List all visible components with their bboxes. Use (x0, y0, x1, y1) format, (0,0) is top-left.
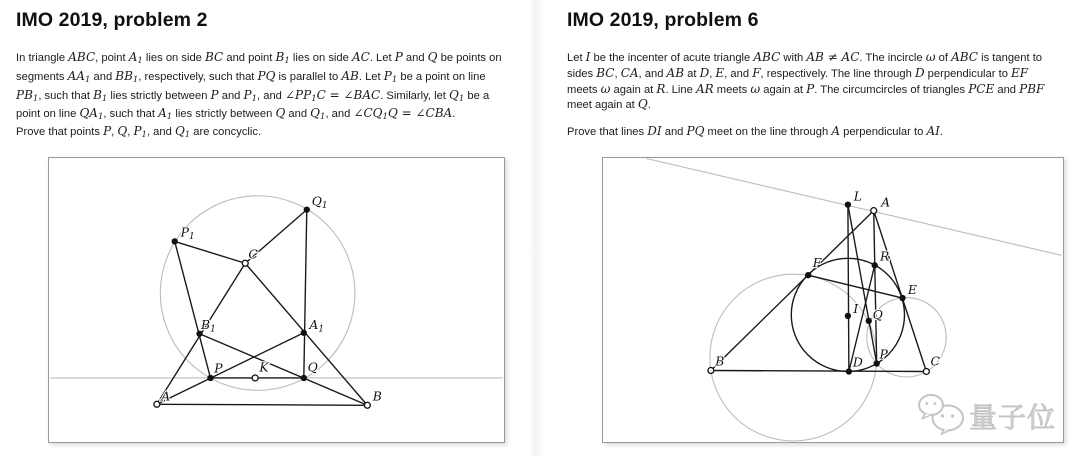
point-B (364, 402, 370, 408)
math-expression: P (210, 87, 219, 102)
math-expression: AC (351, 50, 370, 64)
segment-AB (157, 404, 368, 405)
point-C (242, 260, 248, 266)
math-expression: A (831, 124, 840, 138)
label-A: A (881, 194, 891, 210)
label-Q1: $Q_1$ (311, 193, 328, 212)
math-expression: Q (427, 50, 438, 64)
screenshot-seam (528, 0, 544, 456)
math-expression: $Q_1$ (449, 87, 465, 104)
math-expression: PCE (968, 81, 995, 96)
label-B: B (715, 353, 725, 369)
math-expression: ω (925, 50, 936, 64)
subscript: 1 (132, 74, 139, 85)
label-A: A (161, 388, 171, 404)
subscript: 1 (101, 93, 108, 104)
math-expression: $\angle PP_1C$ = ∠BAC (285, 87, 381, 104)
problem-2-figure-box (48, 157, 505, 443)
point-B (708, 368, 714, 374)
math-expression: P (806, 81, 815, 96)
point-A (154, 401, 160, 407)
point-A (871, 208, 877, 214)
math-expression: CA (620, 65, 639, 80)
subscript: 1 (382, 112, 388, 123)
math-expression: Q (637, 97, 648, 112)
problem-2-prove: Prove that points P, Q, $P_1$, and $Q_1$ are concyclic. (16, 124, 262, 140)
math-expression: F (752, 65, 761, 80)
subscript: 1 (184, 130, 191, 140)
label-C: C (248, 246, 258, 262)
segment-LP (848, 205, 877, 364)
point-Q (301, 375, 307, 381)
statement-line: point on line $QA_1$, such that $A_1$ lies strictly between Q and $Q_1$, and $\angle CQ_1Q$ = ∠CBA. (16, 106, 456, 123)
point-K (252, 375, 258, 381)
math-expression: D (699, 65, 710, 80)
qbitai-watermark (918, 394, 1056, 436)
math-expression: AB ≠ AC (806, 50, 860, 64)
statement-line: meet again at Q. (567, 97, 651, 112)
math-expression: AI (926, 124, 940, 138)
label-P: P (879, 346, 888, 362)
segment-BC (711, 371, 926, 372)
statement-line: sides BC, CA, and AB at D, E, and F, respectively. The line through D perpendicular to EF (567, 65, 1029, 80)
problem-6-title: IMO 2019, problem 6 (567, 9, 759, 31)
label-P1: $P_1$ (180, 224, 195, 242)
math-expression: $Q_1$ (174, 124, 191, 140)
point-D (846, 368, 852, 374)
math-expression: $A_1$ (128, 50, 143, 66)
label-Q: Q (872, 306, 883, 322)
subscript: 1 (320, 112, 326, 123)
subscript: 1 (32, 93, 39, 104)
math-expression: $AA_1$ (67, 68, 91, 85)
math-expression: Q (117, 124, 128, 138)
math-expression: PBF (1019, 81, 1045, 96)
wechat-icon (918, 394, 966, 436)
subscript: 1 (141, 130, 147, 140)
subscript: 1 (311, 93, 317, 104)
segment-PP1 (175, 241, 211, 378)
statement-line: Let I be the incenter of acute triangle ABC with AB ≠ AC. The incircle ω of ABC is tangent to (567, 50, 1043, 64)
subscript: 1 (166, 112, 173, 123)
math-expression: $BB_1$ (115, 68, 139, 85)
math-expression: AR (695, 81, 714, 96)
subscript: 1 (391, 74, 398, 85)
math-expression: $QA_1$ (79, 106, 104, 123)
point-A1 (301, 330, 307, 336)
math-expression: P (103, 124, 112, 138)
point-R (872, 262, 878, 268)
math-expression: D (914, 65, 925, 80)
segment-QQ1 (304, 210, 307, 378)
math-expression: PQ (686, 124, 705, 138)
math-expression: PQ (257, 68, 276, 83)
label-B: B (372, 388, 382, 404)
math-expression: $P_1$ (243, 87, 257, 104)
label-A1: $A_1$ (309, 316, 325, 335)
math-expression: $B_1$ (93, 87, 108, 104)
math-expression: ABC (68, 50, 96, 64)
math-expression: Q (275, 106, 286, 121)
segment-P1C (175, 241, 246, 263)
math-expression: R (656, 81, 666, 96)
math-expression: ABC (951, 50, 978, 64)
math-expression: $Q_1$ (310, 106, 326, 123)
statement-line: In triangle ABC, point $A_1$ lies on side BC and point $B_1$ lies on side AC. Let P and Q be points on (16, 50, 502, 66)
math-expression: $A_1$ (158, 106, 173, 123)
statement-line: segments $AA_1$ and $BB_1$, respectively, such that PQ is parallel to AB. Let $P_1$ be a point on line (16, 68, 486, 85)
math-expression: BC (205, 50, 224, 64)
subscript: 1 (251, 93, 257, 104)
label-K: K (259, 359, 269, 375)
point-E (899, 295, 905, 301)
statement-line: meets ω again at R. Line AR meets ω again at P. The circumcircles of triangles PCE and PBF (567, 81, 1045, 96)
subscript: 1 (458, 93, 465, 104)
label-L: L (853, 188, 862, 204)
label-R: R (879, 248, 890, 264)
segment-EF (808, 275, 902, 298)
math-expression: P (394, 50, 403, 64)
math-expression: $P_1$ (383, 68, 398, 85)
math-expression: $B_1$ (275, 50, 290, 66)
segment-LD (848, 205, 849, 372)
label-Q: Q (307, 359, 318, 375)
math-expression: AB (341, 68, 359, 83)
problem-2-diagram (49, 158, 504, 442)
math-expression: DI (647, 124, 662, 138)
watermark-text: 量子位 (969, 402, 1057, 433)
subscript: 1 (137, 56, 143, 66)
problem-2-title: IMO 2019, problem 2 (16, 9, 208, 31)
label-B1: $B_1$ (201, 316, 216, 335)
math-expression: BC (596, 65, 615, 80)
point-Q1 (304, 206, 310, 212)
math-expression: $P_1$ (133, 124, 147, 140)
math-expression: I (585, 50, 591, 64)
label-F: F (812, 255, 822, 271)
label-I: I (853, 300, 859, 316)
point-L (845, 201, 851, 207)
subscript: 1 (84, 74, 91, 85)
math-expression: EF (1011, 65, 1029, 80)
label-D: D (852, 354, 863, 370)
point-F (805, 272, 811, 278)
problem-2-statement (16, 50, 502, 125)
point-C (923, 369, 929, 375)
math-expression: ABC (753, 50, 781, 64)
problem-6-statement (567, 50, 1044, 113)
statement-line: $PB_1$, such that $B_1$ lies strictly between P and $P_1$, and $\angle PP_1C$ = ∠BAC. Similarly, let $Q_1$ be a (16, 87, 490, 104)
point-I (845, 313, 851, 319)
math-expression: ω (600, 81, 611, 96)
problem-6-section (567, 0, 1080, 456)
subscript: 1 (284, 56, 290, 66)
label-P: P (214, 360, 223, 376)
problem-2-section (16, 0, 541, 456)
math-expression: ω (750, 81, 761, 96)
label-E: E (907, 282, 917, 298)
circumcircle-PQP1Q1 (160, 193, 355, 391)
problem-6-prove: Prove that lines DI and PQ meet on the line through A perpendicular to AI. (567, 124, 943, 138)
math-expression: E (715, 65, 725, 80)
point-Q (866, 318, 872, 324)
segment-BB1 (200, 334, 368, 405)
math-expression: $PB_1$ (16, 87, 39, 104)
label-C: C (930, 353, 941, 369)
math-expression: $\angle CQ_1Q$ = ∠CBA (353, 106, 453, 123)
math-expression: AB (666, 65, 685, 80)
point-P (207, 375, 213, 381)
point-P1 (172, 238, 178, 244)
subscript: 1 (97, 112, 104, 123)
